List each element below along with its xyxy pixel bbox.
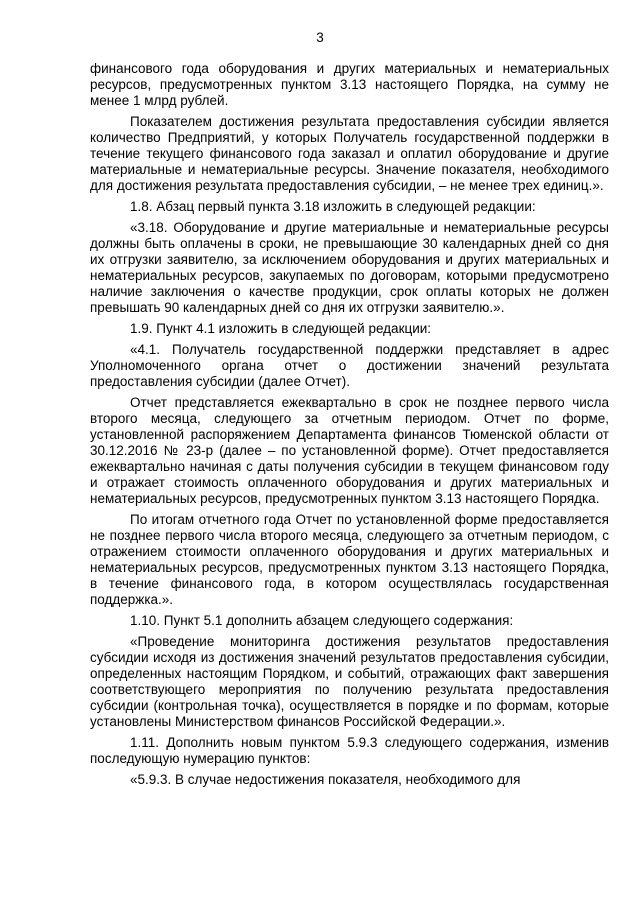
paragraph: 1.8. Абзац первый пункта 3.18 изложить в следующей редакции:: [130, 199, 536, 214]
paragraph: «5.9.3. В случае недостижения показателя, необходимого для: [130, 772, 521, 787]
paragraph: Отчет представляется ежеквартально в срок не позднее первого числа второго месяца, следующего за отчетным периодом. Отчет по форме, установленной распоряжением Департамента финансов Тюменской области от 30.12.2016 № 23-р (далее – по установленной форме). Отчет предоставляется ежеквартально начиная с даты получения субсидии в текущем финансовом году и отражает стоимость оплаченного оборудования и других материальных и нематериальных ресурсов, предусмотренных пунктом 3.13 настоящего Порядка.: [90, 395, 609, 506]
paragraph: 1.9. Пункт 4.1 изложить в следующей редакции:: [130, 321, 432, 336]
paragraph: 1.11. Дополнить новым пунктом 5.9.3 следующего содержания, изменив последующую нумерацию пунктов:: [90, 735, 609, 766]
paragraph: «3.18. Оборудование и другие материальные и нематериальные ресурсы должны быть оплачены в сроки, не превышающие 30 календарных дней со дня их отгрузки заявителю, за исключением оборудования и других материальных и нематериальных ресурсов, закупаемых по договорам, которыми предусмотрено наличие заключения о качестве продукции, срок оплаты которых не должен превышать 90 календарных дней со дня их отгрузки заявителю.».: [90, 220, 609, 315]
page-number: 3: [316, 30, 324, 45]
paragraph: финансового года оборудования и других материальных и нематериальных ресурсов, предусмотренных пунктом 3.13 настоящего Порядка, на сумму не менее 1 млрд рублей.: [90, 61, 609, 108]
paragraph: Показателем достижения результата предоставления субсидии является количество Предприятий, у которых Получатель государственной поддержки в течение текущего финансового года заказал и оплатил оборудование и другие материальные и нематериальные ресурсы. Значение показателя, необходимого для достижения результата предоставления субсидии, – не менее трех единиц.».: [90, 114, 609, 193]
paragraph: «Проведение мониторинга достижения результатов предоставления субсидии исходя из достижения значений результатов предоставления субсидии, определенных настоящим Порядком, и событий, отражающих факт завершения соответствующего мероприятия по получению результата предоставления субсидии (контрольная точка), осуществляется в порядке и по формам, которые установлены Министерством финансов Российской Федерации.».: [90, 634, 609, 729]
paragraph: По итогам отчетного года Отчет по установленной форме предоставляется не позднее первого числа второго месяца, следующего за отчетным периодом, с отражением стоимости оплаченного оборудования и других материальных и нематериальных ресурсов, предусмотренных пунктом 3.13 настоящего Порядка, в течение финансового года, в котором осуществлялась государственная поддержка.».: [90, 512, 609, 607]
paragraph: «4.1. Получатель государственной поддержки представляет в адрес Уполномоченного органа отчет о достижении значений результата предоставления субсидии (далее Отчет).: [90, 342, 609, 389]
document-body: [90, 61, 609, 793]
paragraph: 1.10. Пункт 5.1 дополнить абзацем следующего содержания:: [130, 613, 514, 628]
